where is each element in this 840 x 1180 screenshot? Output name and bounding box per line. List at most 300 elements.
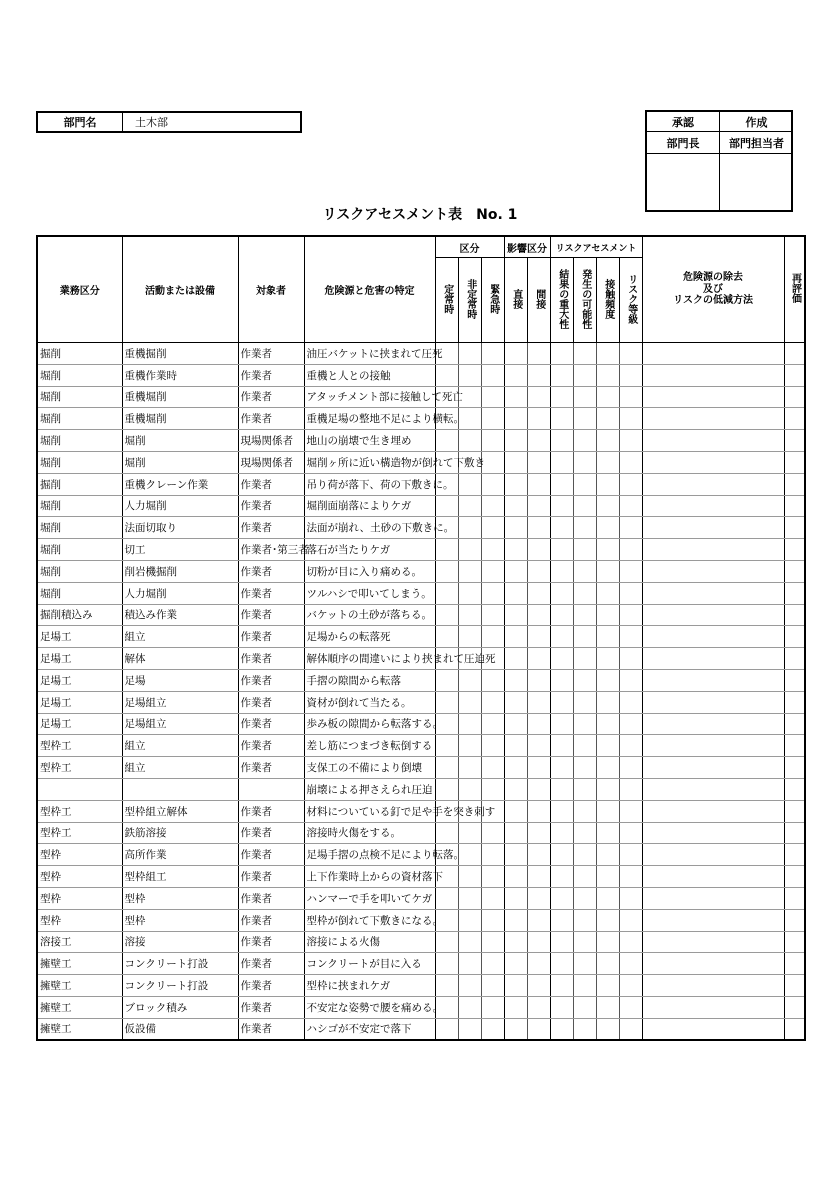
empty-cell	[784, 582, 805, 604]
risk-level-label: リスク等級	[625, 273, 637, 324]
empty-cell	[504, 648, 527, 670]
hazard-cell: ハンマーで手を叩いてケガ	[304, 887, 435, 909]
empty-cell	[435, 735, 458, 757]
empty-cell	[435, 757, 458, 779]
empty-cell	[619, 669, 642, 691]
table-row	[37, 778, 805, 800]
empty-cell	[527, 866, 550, 888]
table-row	[37, 451, 805, 473]
hazard-cell: 歩み板の隙間から転落する。	[304, 713, 435, 735]
empty-cell	[527, 778, 550, 800]
empty-cell	[527, 757, 550, 779]
empty-cell	[573, 495, 596, 517]
empty-cell	[573, 517, 596, 539]
table-row	[37, 604, 805, 626]
empty-cell	[784, 996, 805, 1018]
approver-role: 部門長	[647, 132, 720, 154]
empty-cell	[527, 691, 550, 713]
empty-cell	[596, 844, 619, 866]
empty-cell	[596, 604, 619, 626]
target-cell: 作業者	[238, 648, 304, 670]
empty-cell	[527, 975, 550, 997]
table-row	[37, 386, 805, 408]
target-cell: 作業者	[238, 364, 304, 386]
table-row	[37, 408, 805, 430]
hazard-cell: 堀削面崩落によりケガ	[304, 495, 435, 517]
target-cell: 作業者	[238, 517, 304, 539]
work-cell: 堀削	[37, 451, 122, 473]
empty-cell	[504, 691, 527, 713]
empty-cell	[642, 669, 784, 691]
work-cell: 型枠	[37, 909, 122, 931]
empty-cell	[458, 495, 481, 517]
empty-cell	[642, 844, 784, 866]
empty-cell	[573, 626, 596, 648]
empty-cell	[481, 757, 504, 779]
col-reevaluation	[784, 236, 805, 343]
empty-cell	[596, 408, 619, 430]
empty-cell	[504, 343, 527, 365]
empty-cell	[573, 343, 596, 365]
department-value: 土木部	[135, 116, 168, 129]
empty-cell	[642, 539, 784, 561]
work-cell	[37, 778, 122, 800]
empty-cell	[435, 953, 458, 975]
empty-cell	[527, 887, 550, 909]
table-row	[37, 996, 805, 1018]
empty-cell	[573, 778, 596, 800]
empty-cell	[504, 931, 527, 953]
empty-cell	[619, 887, 642, 909]
empty-cell	[784, 866, 805, 888]
work-cell: 堀削	[37, 408, 122, 430]
empty-cell	[458, 931, 481, 953]
empty-cell	[550, 909, 573, 931]
empty-cell	[573, 669, 596, 691]
empty-cell	[527, 582, 550, 604]
empty-cell	[504, 626, 527, 648]
empty-cell	[527, 909, 550, 931]
normal-label: 定常時	[441, 283, 453, 314]
empty-cell	[527, 953, 550, 975]
empty-cell	[596, 626, 619, 648]
abnormal-label: 非定常時	[464, 278, 476, 319]
empty-cell	[619, 364, 642, 386]
table-row	[37, 517, 805, 539]
empty-cell	[596, 560, 619, 582]
empty-cell	[550, 626, 573, 648]
empty-cell	[596, 757, 619, 779]
empty-cell	[642, 408, 784, 430]
empty-cell	[504, 495, 527, 517]
empty-cell	[573, 539, 596, 561]
target-cell: 作業者	[238, 473, 304, 495]
activity-cell: 重機掘削	[122, 343, 238, 365]
empty-cell	[527, 451, 550, 473]
empty-cell	[527, 713, 550, 735]
hazard-cell: 切粉が目に入り痛める。	[304, 560, 435, 582]
empty-cell	[504, 408, 527, 430]
empty-cell	[642, 996, 784, 1018]
empty-cell	[435, 582, 458, 604]
table-row	[37, 887, 805, 909]
work-cell: 型枠工	[37, 735, 122, 757]
hazard-cell: 型枠に挟まれケガ	[304, 975, 435, 997]
creator-role: 部門担当者	[720, 132, 793, 154]
empty-cell	[642, 582, 784, 604]
empty-cell	[481, 582, 504, 604]
empty-cell	[596, 386, 619, 408]
empty-cell	[784, 691, 805, 713]
empty-cell	[481, 953, 504, 975]
empty-cell	[573, 582, 596, 604]
empty-cell	[784, 517, 805, 539]
empty-cell	[642, 713, 784, 735]
empty-cell	[642, 909, 784, 931]
group-kubun: 区分	[435, 236, 504, 258]
empty-cell	[504, 822, 527, 844]
target-cell: 作業者	[238, 931, 304, 953]
hazard-cell: 崩壊による押さえられ圧迫	[304, 778, 435, 800]
creator-stamp-area	[720, 154, 793, 210]
empty-cell	[573, 451, 596, 473]
activity-cell: 型枠	[122, 887, 238, 909]
activity-cell: 人力堀削	[122, 495, 238, 517]
empty-cell	[784, 648, 805, 670]
activity-cell: 足場組立	[122, 691, 238, 713]
col-indirect	[527, 258, 550, 343]
hazard-cell: 地山の崩壊で生き埋め	[304, 430, 435, 452]
empty-cell	[596, 866, 619, 888]
target-cell: 作業者	[238, 822, 304, 844]
activity-cell: 高所作業	[122, 844, 238, 866]
empty-cell	[596, 648, 619, 670]
empty-cell	[550, 866, 573, 888]
activity-cell: 人力堀削	[122, 582, 238, 604]
empty-cell	[596, 800, 619, 822]
empty-cell	[573, 364, 596, 386]
empty-cell	[504, 539, 527, 561]
target-cell: 作業者	[238, 560, 304, 582]
empty-cell	[596, 778, 619, 800]
approver-stamp-area	[647, 154, 720, 210]
empty-cell	[642, 691, 784, 713]
activity-cell: 組立	[122, 757, 238, 779]
work-cell: 足場工	[37, 713, 122, 735]
empty-cell	[596, 996, 619, 1018]
empty-cell	[596, 343, 619, 365]
empty-cell	[458, 473, 481, 495]
work-cell: 擁壁工	[37, 996, 122, 1018]
work-cell: 型枠	[37, 866, 122, 888]
activity-cell: 解体	[122, 648, 238, 670]
empty-cell	[458, 560, 481, 582]
empty-cell	[550, 800, 573, 822]
empty-cell	[642, 648, 784, 670]
empty-cell	[458, 1018, 481, 1040]
empty-cell	[642, 757, 784, 779]
empty-cell	[642, 364, 784, 386]
target-cell: 作業者	[238, 953, 304, 975]
work-cell: 堀削	[37, 364, 122, 386]
empty-cell	[435, 539, 458, 561]
work-cell: 堀削	[37, 430, 122, 452]
target-cell: 作業者	[238, 909, 304, 931]
table-row	[37, 975, 805, 997]
empty-cell	[504, 473, 527, 495]
empty-cell	[573, 931, 596, 953]
hazard-cell: 材料についている釘で足や手を突き刺す	[304, 800, 435, 822]
empty-cell	[596, 953, 619, 975]
risk-assessment-table	[36, 235, 806, 1041]
col-normal	[435, 258, 458, 343]
empty-cell	[642, 1018, 784, 1040]
table-row	[37, 582, 805, 604]
target-cell: 作業者	[238, 582, 304, 604]
empty-cell	[435, 495, 458, 517]
empty-cell	[784, 909, 805, 931]
empty-cell	[550, 517, 573, 539]
empty-cell	[527, 539, 550, 561]
table-row	[37, 364, 805, 386]
empty-cell	[435, 604, 458, 626]
table-row	[37, 757, 805, 779]
work-cell: 型枠	[37, 844, 122, 866]
empty-cell	[481, 517, 504, 539]
empty-cell	[504, 866, 527, 888]
empty-cell	[619, 822, 642, 844]
direct-label: 直接	[510, 288, 522, 309]
empty-cell	[481, 495, 504, 517]
empty-cell	[573, 735, 596, 757]
empty-cell	[619, 800, 642, 822]
empty-cell	[619, 735, 642, 757]
empty-cell	[596, 539, 619, 561]
work-cell: 型枠工	[37, 757, 122, 779]
emergency-label: 緊急時	[487, 283, 499, 314]
table-row	[37, 909, 805, 931]
empty-cell	[619, 386, 642, 408]
empty-cell	[458, 713, 481, 735]
empty-cell	[550, 975, 573, 997]
empty-cell	[435, 975, 458, 997]
empty-cell	[435, 691, 458, 713]
empty-cell	[596, 582, 619, 604]
target-cell: 作業者	[238, 691, 304, 713]
empty-cell	[550, 582, 573, 604]
empty-cell	[504, 582, 527, 604]
target-cell: 作業者	[238, 975, 304, 997]
empty-cell	[573, 953, 596, 975]
empty-cell	[596, 1018, 619, 1040]
empty-cell	[458, 604, 481, 626]
empty-cell	[550, 430, 573, 452]
empty-cell	[527, 408, 550, 430]
empty-cell	[458, 669, 481, 691]
hazard-cell: 吊り荷が落下、荷の下敷きに。	[304, 473, 435, 495]
empty-cell	[481, 604, 504, 626]
empty-cell	[435, 626, 458, 648]
empty-cell	[619, 451, 642, 473]
hazard-cell: 溶接時火傷をする。	[304, 822, 435, 844]
empty-cell	[619, 691, 642, 713]
hazard-cell: 上下作業時上からの資材落下	[304, 866, 435, 888]
table-row	[37, 669, 805, 691]
group-eikyo: 影響区分	[504, 236, 550, 258]
activity-cell: 重機作業時	[122, 364, 238, 386]
col-risk-level	[619, 258, 642, 343]
empty-cell	[619, 778, 642, 800]
table-row	[37, 539, 805, 561]
empty-cell	[527, 343, 550, 365]
work-cell: 擁壁工	[37, 1018, 122, 1040]
hazard-cell: 重機と人との接触	[304, 364, 435, 386]
empty-cell	[619, 539, 642, 561]
empty-cell	[642, 386, 784, 408]
empty-cell	[458, 909, 481, 931]
empty-cell	[527, 1018, 550, 1040]
work-cell: 型枠工	[37, 822, 122, 844]
empty-cell	[504, 757, 527, 779]
empty-cell	[619, 626, 642, 648]
table-row	[37, 691, 805, 713]
empty-cell	[481, 691, 504, 713]
work-cell: 型枠	[37, 887, 122, 909]
col-abnormal	[458, 258, 481, 343]
empty-cell	[619, 517, 642, 539]
empty-cell	[458, 996, 481, 1018]
empty-cell	[481, 669, 504, 691]
empty-cell	[642, 975, 784, 997]
empty-cell	[619, 866, 642, 888]
empty-cell	[573, 975, 596, 997]
empty-cell	[504, 517, 527, 539]
empty-cell	[504, 844, 527, 866]
work-cell: 足場工	[37, 626, 122, 648]
work-cell: 堀削	[37, 517, 122, 539]
activity-cell: 型枠	[122, 909, 238, 931]
indirect-label: 間接	[533, 288, 545, 309]
hazard-cell: 堀削ヶ所に近い構造物が倒れて下敷き	[304, 451, 435, 473]
target-cell: 作業者	[238, 604, 304, 626]
target-cell: 作業者	[238, 866, 304, 888]
empty-cell	[596, 669, 619, 691]
empty-cell	[504, 669, 527, 691]
activity-cell: コンクリート打設	[122, 975, 238, 997]
empty-cell	[481, 386, 504, 408]
empty-cell	[784, 408, 805, 430]
empty-cell	[504, 604, 527, 626]
empty-cell	[550, 408, 573, 430]
table-row	[37, 735, 805, 757]
work-cell: 足場工	[37, 648, 122, 670]
target-cell: 作業者	[238, 713, 304, 735]
hazard-cell: 重機足場の整地不足により横転。	[304, 408, 435, 430]
empty-cell	[550, 604, 573, 626]
empty-cell	[573, 691, 596, 713]
empty-cell	[573, 473, 596, 495]
empty-cell	[573, 713, 596, 735]
empty-cell	[435, 887, 458, 909]
target-cell	[238, 778, 304, 800]
empty-cell	[596, 430, 619, 452]
hazard-cell: 油圧バケットに挟まれて圧死	[304, 343, 435, 365]
empty-cell	[504, 800, 527, 822]
activity-cell: 溶接	[122, 931, 238, 953]
empty-cell	[619, 648, 642, 670]
empty-cell	[784, 822, 805, 844]
empty-cell	[784, 1018, 805, 1040]
empty-cell	[642, 343, 784, 365]
activity-cell: 型枠組立解体	[122, 800, 238, 822]
empty-cell	[550, 669, 573, 691]
empty-cell	[573, 757, 596, 779]
table-row	[37, 430, 805, 452]
empty-cell	[550, 757, 573, 779]
empty-cell	[784, 713, 805, 735]
target-cell: 作業者	[238, 669, 304, 691]
empty-cell	[550, 778, 573, 800]
hazard-cell: 解体順序の間違いにより挟まれて圧迫死	[304, 648, 435, 670]
empty-cell	[573, 604, 596, 626]
empty-cell	[458, 866, 481, 888]
empty-cell	[784, 626, 805, 648]
empty-cell	[642, 800, 784, 822]
target-cell: 作業者	[238, 844, 304, 866]
empty-cell	[458, 539, 481, 561]
empty-cell	[458, 953, 481, 975]
empty-cell	[784, 931, 805, 953]
table-row	[37, 844, 805, 866]
activity-cell: 積込み作業	[122, 604, 238, 626]
work-cell: 掘削積込み	[37, 604, 122, 626]
empty-cell	[504, 430, 527, 452]
empty-cell	[504, 386, 527, 408]
empty-cell	[642, 560, 784, 582]
empty-cell	[784, 975, 805, 997]
table-row	[37, 626, 805, 648]
empty-cell	[642, 866, 784, 888]
empty-cell	[504, 1018, 527, 1040]
empty-cell	[619, 757, 642, 779]
empty-cell	[550, 648, 573, 670]
work-cell: 堀削	[37, 582, 122, 604]
empty-cell	[504, 735, 527, 757]
hazard-cell: ハシゴが不安定で落下	[304, 1018, 435, 1040]
empty-cell	[619, 909, 642, 931]
work-cell: 堀削	[37, 539, 122, 561]
empty-cell	[527, 844, 550, 866]
empty-cell	[527, 931, 550, 953]
empty-cell	[481, 735, 504, 757]
col-severity	[550, 258, 573, 343]
empty-cell	[642, 430, 784, 452]
table-row	[37, 560, 805, 582]
empty-cell	[573, 430, 596, 452]
empty-cell	[458, 887, 481, 909]
empty-cell	[527, 604, 550, 626]
table-row	[37, 866, 805, 888]
empty-cell	[481, 408, 504, 430]
empty-cell	[573, 800, 596, 822]
table-row	[37, 1018, 805, 1040]
empty-cell	[504, 778, 527, 800]
activity-cell: 足場	[122, 669, 238, 691]
empty-cell	[784, 560, 805, 582]
hazard-cell: 資材が倒れて当たる。	[304, 691, 435, 713]
empty-cell	[527, 386, 550, 408]
table-row	[37, 713, 805, 735]
